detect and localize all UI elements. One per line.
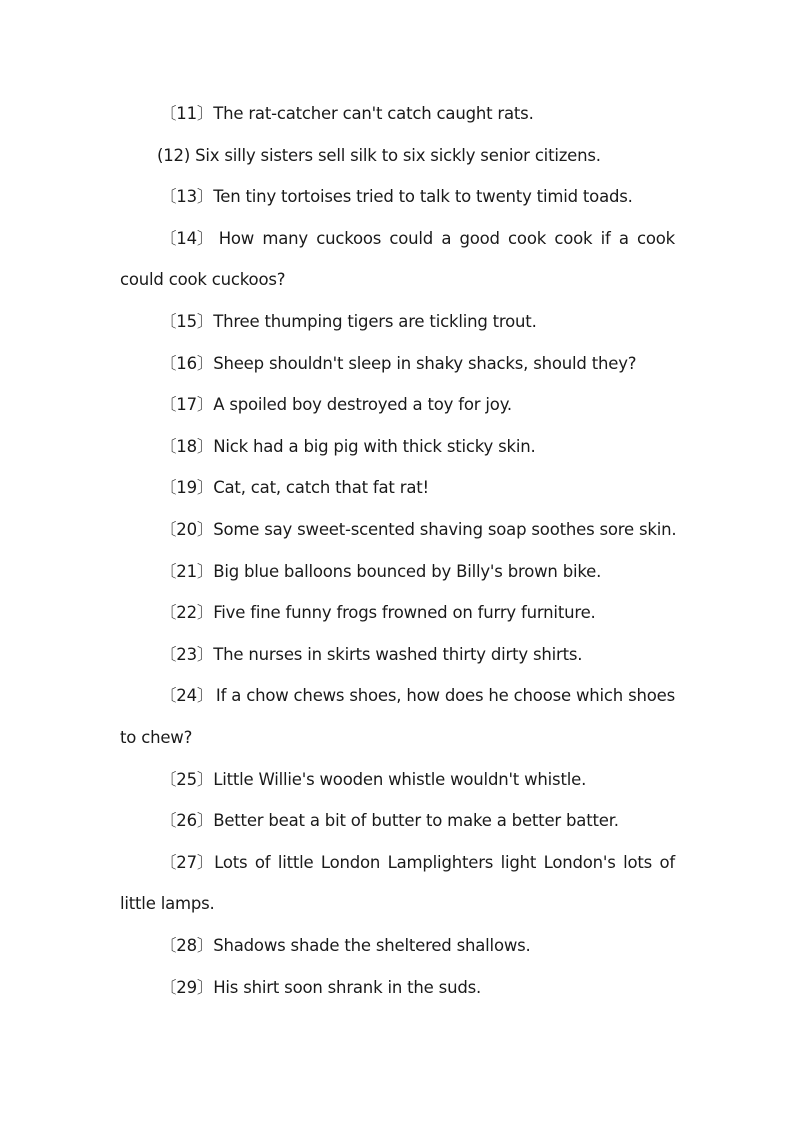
- item-text: Shadows shade the sheltered shallows.: [213, 936, 531, 955]
- item-text: Five fine funny frogs frowned on furry furniture.: [213, 603, 596, 622]
- list-item-continuation: [120, 728, 192, 748]
- list-item: [160, 104, 534, 124]
- item-text: How many cuckoos could a good cook cook if a cook: [218, 229, 675, 248]
- list-item: [160, 686, 675, 706]
- item-number: 〔16〕: [160, 354, 214, 373]
- item-text: Some say sweet-scented shaving soap soothes sore skin.: [213, 520, 677, 539]
- item-number: 〔24〕: [160, 686, 214, 705]
- list-item: [160, 853, 675, 873]
- list-item: [160, 645, 582, 665]
- list-item-continuation: [120, 894, 215, 914]
- item-text: little lamps.: [120, 894, 215, 913]
- item-number: (12): [157, 146, 191, 165]
- item-text: A spoiled boy destroyed a toy for joy.: [213, 395, 512, 414]
- item-number: 〔14〕: [160, 229, 214, 248]
- list-item: [160, 770, 586, 790]
- item-number: 〔15〕: [160, 312, 214, 331]
- list-item: [160, 354, 636, 374]
- item-text: Lots of little London Lamplighters light London's lots of: [214, 853, 675, 872]
- list-item-continuation: [120, 270, 285, 290]
- list-item: [160, 437, 536, 457]
- item-number: 〔28〕: [160, 936, 214, 955]
- item-number: 〔11〕: [160, 104, 214, 123]
- item-text: Cat, cat, catch that fat rat!: [213, 478, 429, 497]
- item-text: Nick had a big pig with thick sticky skin.: [213, 437, 536, 456]
- list-item: [160, 312, 537, 332]
- item-text: If a chow chews shoes, how does he choose which shoes: [215, 686, 675, 705]
- item-text: Sheep shouldn't sleep in shaky shacks, should they?: [213, 354, 637, 373]
- list-item: [160, 395, 512, 415]
- item-line: [160, 229, 675, 249]
- item-text: Big blue balloons bounced by Billy's brown bike.: [213, 562, 602, 581]
- list-item: [160, 811, 619, 831]
- item-text: Better beat a bit of butter to make a better batter.: [213, 811, 619, 830]
- item-number: 〔18〕: [160, 437, 214, 456]
- item-number: 〔17〕: [160, 395, 214, 414]
- item-text: Six silly sisters sell silk to six sickly senior citizens.: [195, 146, 601, 165]
- list-item: [160, 562, 601, 582]
- list-item: [160, 978, 481, 998]
- list-item: [160, 187, 633, 207]
- list-item: [160, 520, 676, 540]
- list-item: [160, 936, 531, 956]
- item-text: The rat-catcher can't catch caught rats.: [213, 104, 534, 123]
- item-line: [160, 853, 675, 873]
- item-number: 〔19〕: [160, 478, 214, 497]
- item-number: 〔21〕: [160, 562, 214, 581]
- list-item: [160, 229, 675, 249]
- item-text: Little Willie's wooden whistle wouldn't whistle.: [213, 770, 587, 789]
- item-number: 〔23〕: [160, 645, 214, 664]
- item-number: 〔27〕: [160, 853, 214, 872]
- item-text: The nurses in skirts washed thirty dirty shirts.: [213, 645, 583, 664]
- item-text: to chew?: [120, 728, 193, 747]
- item-number: 〔20〕: [160, 520, 214, 539]
- item-number: 〔22〕: [160, 603, 214, 622]
- item-text: His shirt soon shrank in the suds.: [213, 978, 482, 997]
- item-text: Ten tiny tortoises tried to talk to twenty timid toads.: [213, 187, 633, 206]
- item-line: [160, 686, 675, 706]
- item-number: 〔25〕: [160, 770, 214, 789]
- item-number: 〔29〕: [160, 978, 214, 997]
- list-item: [160, 603, 596, 623]
- item-number: 〔13〕: [160, 187, 214, 206]
- item-text: could cook cuckoos?: [120, 270, 286, 289]
- list-item: [160, 478, 429, 498]
- item-text: Three thumping tigers are tickling trout.: [213, 312, 537, 331]
- item-number: 〔26〕: [160, 811, 214, 830]
- list-item: [157, 146, 601, 166]
